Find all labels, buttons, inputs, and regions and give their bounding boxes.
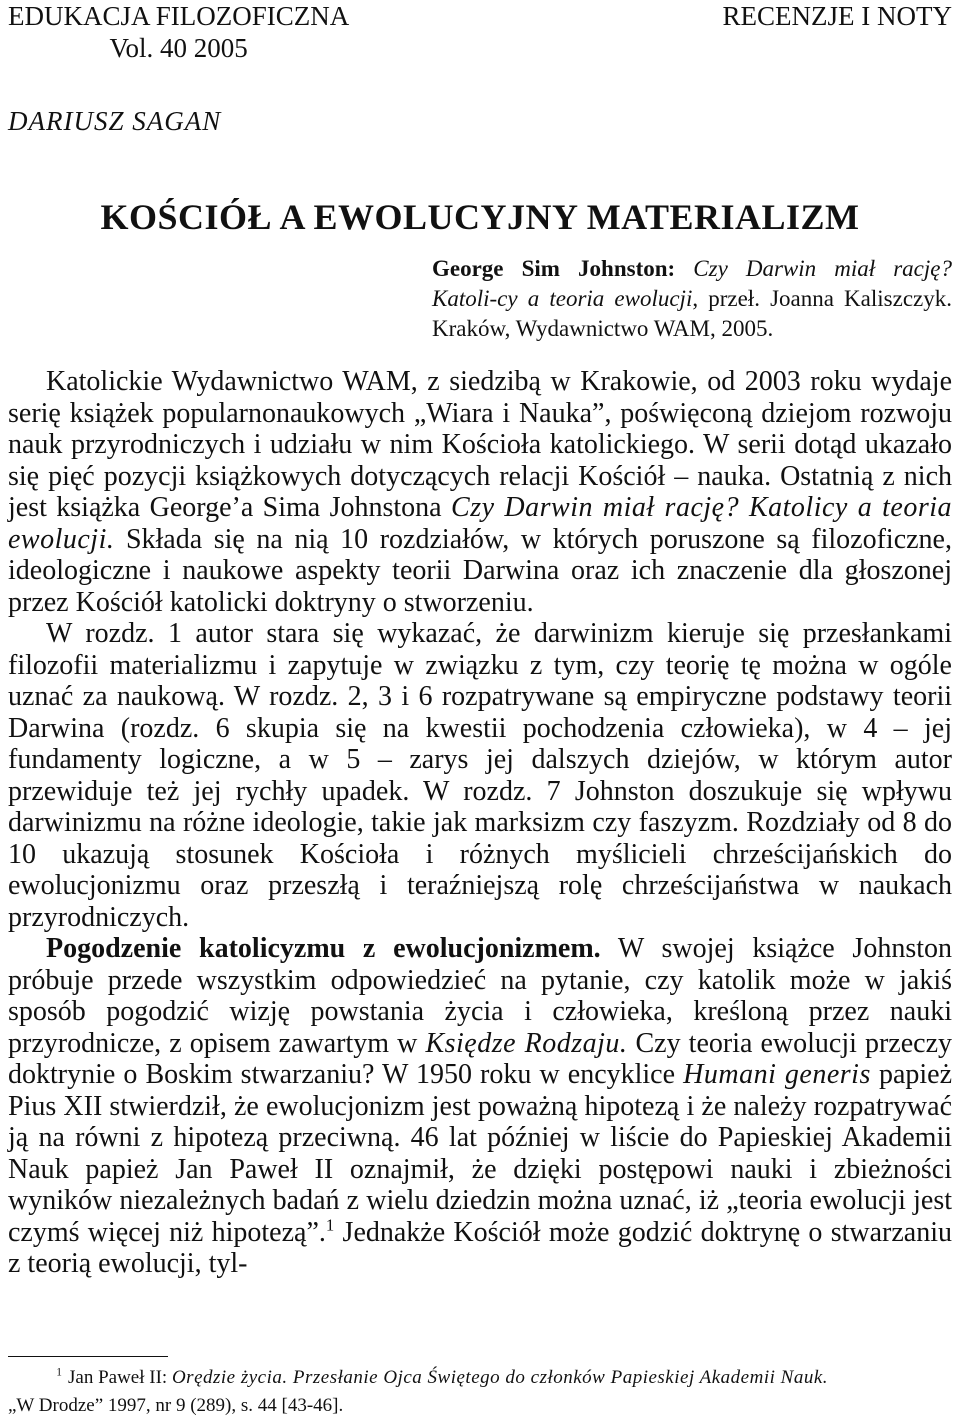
- book-title: Czy Darwin miał rację? Katoli-cy a teoria ewolucji: [432, 256, 952, 311]
- footnote-divider: [8, 1356, 168, 1357]
- running-header-left: [8, 0, 349, 64]
- paragraph-2: [8, 618, 952, 933]
- paragraph-text: W swojej książce Johnston próbuje przede wszystkim odpowiedzieć na pytanie, czy katolik może w jakiś sposób pogodzić wizję powstania życia i człowieka, kreśloną przez nauki przyrodnicze, z opisem zawartym w: [8, 933, 952, 1059]
- paragraph-text: Katolickie Wydawnictwo WAM, z siedzibą w Krakowie, od 2003 roku wydaje serię książek popularnonaukowych „Wiara i Nauka”, poświęconą dziejom rozwoju nauk przyrodniczych i udziału w nim Kościoła katolickiego. W serii dotąd ukazało się pięć pozycji książkowych dotyczących relacji Kościół – nauka. Ostatnią z nich jest książka George’a Sima Johnstona: [8, 366, 952, 523]
- paragraph-text: W rozdz. 1 autor stara się wykazać, że darwinizm kieruje się przesłankami filozofii materializmu i zapytuje w związku z tym, czy teorię tę można w ogóle uznać za naukową. W rozdz. 2, 3 i 6 rozpatrywane są empiryczne podstawy teorii Darwina (rozdz. 6 skupia się na kwestii pochodzenia człowieka), w 4 – jej fundamenty logiczne, a w 5 – zarys jej dalszych dziejów, w którym autor przewiduje też jej rychły upadek. W rozdz. 7 Johnston doszukuje się wpływu darwinizmu na różne ideologie, takie jak marksizm czy faszyzm. Rozdziały od 8 do 10 ukazują stosunek Kościoła i różnych myślicieli chrześcijańskich do ewolucjonizmu oraz przeszłą i teraźniejszą rolę chrześcijaństwa w naukach przyrodniczych.: [8, 618, 952, 933]
- journal-name: EDUKACJA FILOZOFICZNA: [8, 1, 350, 31]
- paragraph-1: [8, 366, 952, 618]
- paragraph-text: papież Pius XII stwierdził, że ewolucjonizm jest poważną hipotezą i że należy rozpatrywać ją na równi z hipotezą przeciwną. 46 lat później w liście do Papieskiej Akademii Nauk papież Jan Paweł II oznajmił, że dzięki postępowi nauki i zbieżności wyników niezależnych badań z wielu dziedzin można uznać, iż „teoria ewolucji jest czymś więcej niż hipotezą”.: [8, 1059, 953, 1248]
- footnote: [8, 1364, 952, 1420]
- article-title: KOŚCIÓŁ A EWOLUCYJNY MATERIALIZM: [100, 197, 860, 237]
- paragraph-text: Czy teoria ewolucji przeczy doktrynie o Boskim stwarzaniu? W 1950 roku w encyklice: [8, 1027, 952, 1090]
- paragraph-text: Jednakże Kościół może godzić doktrynę o stwarzaniu z teorią ewolucji, tyl-: [8, 1216, 952, 1279]
- article-author: DARIUSZ SAGAN: [8, 106, 222, 136]
- article-body: [8, 366, 952, 1280]
- footnote-title: Orędzie życia. Przesłanie Ojca Świętego do członków Papieskiej Akademii Nauk.: [171, 1367, 828, 1388]
- footnote-number: 1: [56, 1366, 62, 1379]
- cited-book-title: Księdze Rodzaju.: [425, 1027, 628, 1059]
- footnote-author: Jan Paweł II:: [68, 1367, 172, 1388]
- footnote-marker: 1: [325, 1215, 335, 1235]
- journal-volume: Vol. 40 2005: [109, 33, 248, 63]
- footnote-source: „W Drodze” 1997, nr 9 (289), s. 44 [43-46].: [8, 1395, 344, 1416]
- cited-book-title: Czy Darwin miał rację? Katolicy a teoria ewolucji.: [8, 492, 953, 555]
- book-author: George Sim Johnston:: [432, 256, 676, 281]
- section-name: RECENZJE I NOTY: [722, 1, 952, 31]
- paragraph-text: Składa się na nią 10 rozdziałów, w których poruszone są filozoficzne, ideologiczne i naukowe aspekty teorii Darwina oraz ich znaczenie dla głoszonej przez Kościół katolicki doktryny o stworzeniu.: [8, 523, 952, 618]
- paragraph-3: [8, 933, 952, 1280]
- book-publication: , przeł. Joanna Kaliszczyk. Kraków, Wydawnictwo WAM, 2005.: [432, 286, 952, 341]
- section-lead: Pogodzenie katolicyzmu z ewolucjonizmem.: [46, 933, 601, 964]
- cited-encyclical-title: Humani generis: [683, 1059, 871, 1090]
- reviewed-book-citation: [432, 254, 952, 344]
